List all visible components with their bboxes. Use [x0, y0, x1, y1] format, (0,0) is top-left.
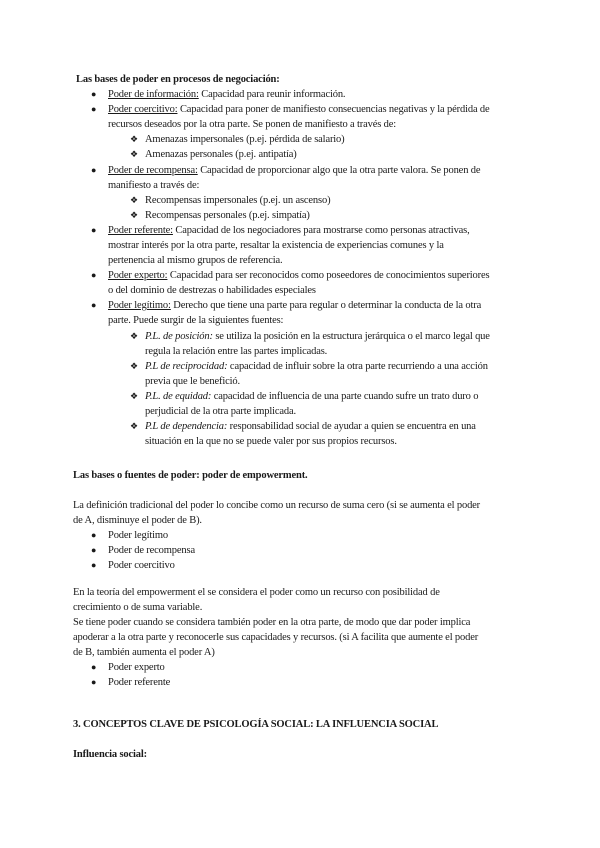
list-item — [108, 268, 489, 283]
list-item: Poder coercitivo — [108, 560, 175, 571]
list-item: Poder referente — [108, 677, 171, 688]
paragraph-line: La definición tradicional del poder lo concibe como un recurso de suma cero (si se aumenta el poder — [73, 500, 481, 511]
sub-item-continuation: perjudicial de la otra parte implicada. — [145, 406, 296, 417]
sub-item-continuation: previa que le benefició. — [145, 376, 240, 387]
bullet-icon: ● — [91, 300, 97, 310]
sub-item — [145, 389, 478, 404]
section3-title: 3. CONCEPTOS CLAVE DE PSICOLOGÍA SOCIAL: LA INFLUENCIA SOCIAL — [73, 719, 439, 730]
list-item — [108, 223, 470, 238]
list-item — [108, 163, 480, 178]
bullet-icon: ● — [91, 530, 97, 540]
definition: responsabilidad social de ayudar a quien se encuentra en una — [227, 421, 476, 432]
paragraph-line: En la teoría del empowerment el se considera el poder como un recurso con posibilidad de — [73, 587, 440, 598]
list-item-continuation: recursos deseados por la otra parte. Se ponen de manifiesto a través de: — [108, 119, 397, 130]
bullet-icon: ● — [91, 89, 97, 99]
term: P.L de reciprocidad: — [145, 361, 228, 372]
diamond-bullet-icon: ❖ — [130, 421, 139, 431]
diamond-bullet-icon: ❖ — [130, 149, 139, 159]
sub-item: Recompensas impersonales (p.ej. un ascenso) — [145, 195, 331, 206]
sub-item: Recompensas personales (p.ej. simpatía) — [145, 210, 310, 221]
diamond-bullet-icon: ❖ — [130, 210, 139, 220]
definition: capacidad de influencia de una parte cuando sufre un trato duro o — [211, 391, 479, 402]
section1-title: Las bases de poder en procesos de negociación: — [76, 74, 280, 85]
diamond-bullet-icon: ❖ — [130, 134, 139, 144]
list-item — [108, 102, 490, 117]
list-item-continuation: parte. Puede surgir de la siguientes fuentes: — [108, 315, 284, 326]
sub-item-continuation: regula la relación entre las partes implicadas. — [145, 346, 328, 357]
paragraph-line: apoderar a la otra parte y reconocerle sus capacidades y recursos. (si A facilita que aumente el poder — [73, 632, 479, 643]
term: Poder de recompensa: — [108, 165, 198, 176]
list-item-continuation: pertenencia al mismo grupos de referencia. — [108, 255, 283, 266]
bullet-icon: ● — [91, 104, 97, 114]
diamond-bullet-icon: ❖ — [130, 361, 139, 371]
term: P.L. de equidad: — [145, 391, 212, 402]
sub-item — [145, 359, 488, 374]
diamond-bullet-icon: ❖ — [130, 391, 139, 401]
bullet-icon: ● — [91, 225, 97, 235]
definition: Capacidad para poner de manifiesto consecuencias negativas y la pérdida de — [177, 104, 490, 115]
term: Poder experto: — [108, 270, 168, 281]
term: Poder de información: — [108, 89, 199, 100]
definition: se utiliza la posición en la estructura jerárquica o el marco legal que — [212, 331, 490, 342]
diamond-bullet-icon: ❖ — [130, 331, 139, 341]
list-item: Poder de recompensa — [108, 545, 195, 556]
sub-item — [145, 329, 490, 344]
sub-item — [145, 419, 476, 434]
list-item — [108, 298, 481, 313]
list-item: Poder experto — [108, 662, 165, 673]
list-item-continuation: manifiesto a través de: — [108, 180, 200, 191]
definition: Capacidad para reunir información. — [198, 89, 346, 100]
bullet-icon: ● — [91, 545, 97, 555]
definition: Capacidad de proporcionar algo que la otra parte valora. Se ponen de — [197, 165, 481, 176]
definition: Capacidad de los negociadores para mostrarse como personas atractivas, — [172, 225, 470, 236]
list-item: Poder legítimo — [108, 530, 169, 541]
bullet-icon: ● — [91, 662, 97, 672]
definition: Derecho que tiene una parte para regular o determinar la conducta de la otra — [170, 300, 482, 311]
list-item — [108, 87, 345, 102]
list-item-continuation: o del dominio de destrezas o habilidades especiales — [108, 285, 316, 296]
section2-title: Las bases o fuentes de poder: poder de empowerment. — [73, 470, 308, 481]
bullet-icon: ● — [91, 270, 97, 280]
sub-item: Amenazas personales (p.ej. antipatía) — [145, 149, 297, 160]
term: Poder legítimo: — [108, 300, 171, 311]
list-item-continuation: mostrar interés por la otra parte, resaltar la existencia de experiencias comunes y la — [108, 240, 444, 251]
paragraph-line: de B, también aumenta el poder A) — [73, 647, 215, 658]
term: Poder referente: — [108, 225, 173, 236]
sub-item-continuation: situación en la que no se puede valer por sus propios recursos. — [145, 436, 397, 447]
sub-item: Amenazas impersonales (p.ej. pérdida de salario) — [145, 134, 345, 145]
paragraph-line: de A, disminuye el poder de B). — [73, 515, 202, 526]
paragraph-line: Se tiene poder cuando se considera también poder en la otra parte, de modo que dar poder implica — [73, 617, 471, 628]
bullet-icon: ● — [91, 677, 97, 687]
paragraph-line: crecimiento o de suma variable. — [73, 602, 203, 613]
bullet-icon: ● — [91, 165, 97, 175]
definition: Capacidad para ser reconocidos como poseedores de conocimientos superiores — [167, 270, 490, 281]
diamond-bullet-icon: ❖ — [130, 195, 139, 205]
definition: capacidad de influir sobre la otra parte recurriendo a una acción — [227, 361, 488, 372]
term: P.L de dependencia: — [145, 421, 228, 432]
term: Poder coercitivo: — [108, 104, 178, 115]
term: P.L. de posición: — [145, 331, 213, 342]
bullet-icon: ● — [91, 560, 97, 570]
section3-subtitle: Influencia social: — [73, 749, 148, 760]
